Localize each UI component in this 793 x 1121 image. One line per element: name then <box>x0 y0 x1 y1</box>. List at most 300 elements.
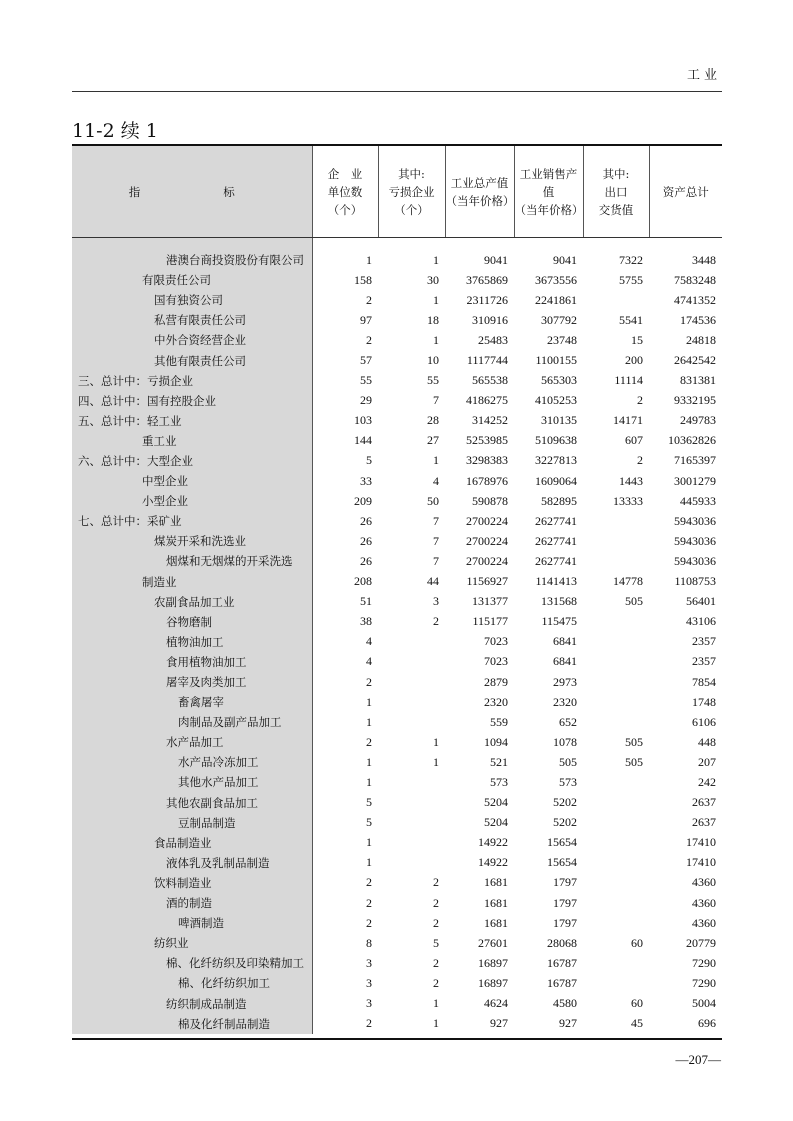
cell-sales-output: 6841 <box>553 634 577 649</box>
header-line: 交货值 <box>598 202 634 217</box>
cell-gross-output: 4624 <box>484 996 508 1011</box>
cell-total-assets: 3448 <box>692 252 716 267</box>
table-row <box>72 592 722 612</box>
cell-sales-output: 1141413 <box>535 574 577 589</box>
cell-loss-enterprises: 55 <box>427 373 439 388</box>
cell-sales-output: 2627741 <box>535 553 577 568</box>
row-indicator: 私营有限责任公司 <box>72 310 312 330</box>
table-body <box>72 238 722 1034</box>
cell-export-value: 60 <box>631 996 643 1011</box>
cell-total-assets: 4360 <box>692 915 716 930</box>
table-row <box>72 772 722 792</box>
row-indicator: 烟煤和无烟煤的开采洗选 <box>72 551 312 571</box>
row-indicator: 三、总计中：亏损企业 <box>72 371 312 391</box>
cell-loss-enterprises: 28 <box>427 413 439 428</box>
cell-total-assets: 5943036 <box>674 513 716 528</box>
header-rule <box>72 91 722 92</box>
cell-enterprise-count: 2 <box>366 875 372 890</box>
row-indicator: 食品制造业 <box>72 833 312 853</box>
cell-loss-enterprises: 27 <box>427 433 439 448</box>
table-row <box>72 652 722 672</box>
cell-total-assets: 7583248 <box>674 272 716 287</box>
cell-enterprise-count: 1 <box>366 714 372 729</box>
table-row <box>72 853 722 873</box>
table-row <box>72 511 722 531</box>
table-row <box>72 330 722 350</box>
cell-gross-output: 27601 <box>478 935 508 950</box>
cell-total-assets: 2637 <box>692 795 716 810</box>
cell-sales-output: 5109638 <box>535 433 577 448</box>
table-row <box>72 752 722 772</box>
cell-loss-enterprises: 1 <box>433 996 439 1011</box>
cell-enterprise-count: 1 <box>366 694 372 709</box>
cell-total-assets: 17410 <box>686 855 716 870</box>
cell-gross-output: 2311726 <box>466 292 508 307</box>
cell-sales-output: 1797 <box>553 895 577 910</box>
cell-total-assets: 7165397 <box>674 453 716 468</box>
cell-gross-output: 2700224 <box>466 533 508 548</box>
cell-total-assets: 4741352 <box>674 292 716 307</box>
cell-export-value: 13333 <box>613 493 643 508</box>
cell-enterprise-count: 29 <box>360 393 372 408</box>
cell-export-value <box>583 893 649 913</box>
cell-sales-output: 15654 <box>547 855 577 870</box>
row-indicator: 五、总计中：轻工业 <box>72 411 312 431</box>
cell-export-value <box>583 692 649 712</box>
cell-total-assets: 5943036 <box>674 533 716 548</box>
table-row <box>72 632 722 652</box>
cell-sales-output: 131568 <box>541 594 577 609</box>
cell-gross-output: 573 <box>490 774 508 789</box>
cell-total-assets: 1748 <box>692 694 716 709</box>
cell-export-value: 2 <box>637 393 643 408</box>
cell-enterprise-count: 55 <box>360 373 372 388</box>
row-indicator: 液体乳及乳制品制造 <box>72 853 312 873</box>
cell-export-value <box>583 813 649 833</box>
cell-gross-output: 2700224 <box>466 513 508 528</box>
table-row <box>72 672 722 692</box>
cell-export-value <box>583 551 649 571</box>
cell-gross-output: 5204 <box>484 795 508 810</box>
cell-loss-enterprises: 1 <box>433 1016 439 1031</box>
table-row <box>72 270 722 290</box>
cell-export-value <box>583 793 649 813</box>
table-title: 11-2 续 1 <box>72 120 158 142</box>
cell-export-value <box>583 953 649 973</box>
table-row <box>72 612 722 632</box>
cell-gross-output: 9041 <box>484 252 508 267</box>
cell-sales-output: 582895 <box>541 493 577 508</box>
row-indicator: 畜禽屠宰 <box>72 692 312 712</box>
row-indicator: 肉制品及副产品加工 <box>72 712 312 732</box>
cell-sales-output: 5202 <box>553 795 577 810</box>
cell-total-assets: 4360 <box>692 875 716 890</box>
header-line: （当年价格） <box>514 202 584 217</box>
cell-sales-output: 310135 <box>541 413 577 428</box>
table-row <box>72 1014 722 1034</box>
row-indicator: 植物油加工 <box>72 632 312 652</box>
cell-gross-output: 1117744 <box>466 353 508 368</box>
cell-gross-output: 2879 <box>484 674 508 689</box>
table-row <box>72 290 722 310</box>
row-indicator: 水产品冷冻加工 <box>72 752 312 772</box>
row-indicator: 小型企业 <box>72 491 312 511</box>
cell-loss-enterprises <box>378 833 445 853</box>
cell-gross-output: 314252 <box>472 413 508 428</box>
cell-enterprise-count: 57 <box>360 353 372 368</box>
cell-sales-output: 3673556 <box>535 272 577 287</box>
cell-export-value: 1443 <box>619 473 643 488</box>
cell-sales-output: 16787 <box>547 955 577 970</box>
cell-sales-output: 9041 <box>553 252 577 267</box>
table-header-row <box>72 146 722 238</box>
cell-export-value <box>583 712 649 732</box>
cell-gross-output: 590878 <box>472 493 508 508</box>
cell-sales-output: 2320 <box>553 694 577 709</box>
table-row <box>72 411 722 431</box>
row-indicator: 酒的制造 <box>72 893 312 913</box>
header-line: 单位数 <box>327 184 363 199</box>
table-row <box>72 933 722 953</box>
cell-enterprise-count: 4 <box>366 654 372 669</box>
cell-gross-output: 2700224 <box>466 553 508 568</box>
table-row <box>72 451 722 471</box>
table-row <box>72 712 722 732</box>
cell-total-assets: 5004 <box>692 996 716 1011</box>
cell-loss-enterprises: 7 <box>433 513 439 528</box>
cell-loss-enterprises: 2 <box>433 975 439 990</box>
cell-export-value: 14171 <box>613 413 643 428</box>
row-indicator: 中外合资经营企业 <box>72 330 312 350</box>
row-indicator: 水产品加工 <box>72 732 312 752</box>
cell-export-value <box>583 672 649 692</box>
cell-enterprise-count: 2 <box>366 734 372 749</box>
col-header-sales-output <box>514 146 583 238</box>
cell-total-assets: 7290 <box>692 955 716 970</box>
cell-export-value <box>583 612 649 632</box>
cell-total-assets: 3001279 <box>674 473 716 488</box>
cell-sales-output: 1100155 <box>535 353 577 368</box>
cell-enterprise-count: 144 <box>354 433 372 448</box>
cell-sales-output: 2241861 <box>535 292 577 307</box>
cell-gross-output: 7023 <box>484 634 508 649</box>
cell-gross-output: 927 <box>490 1016 508 1031</box>
row-indicator: 谷物磨制 <box>72 612 312 632</box>
cell-gross-output: 5204 <box>484 815 508 830</box>
cell-total-assets: 207 <box>698 754 716 769</box>
row-indicator: 啤酒制造 <box>72 913 312 933</box>
cell-sales-output: 1609064 <box>535 473 577 488</box>
table-row <box>72 793 722 813</box>
cell-total-assets: 2357 <box>692 654 716 669</box>
cell-export-value: 11114 <box>614 373 643 388</box>
cell-export-value: 5755 <box>619 272 643 287</box>
cell-loss-enterprises: 2 <box>433 915 439 930</box>
cell-loss-enterprises: 1 <box>433 754 439 769</box>
cell-total-assets: 831381 <box>680 373 716 388</box>
cell-sales-output: 4580 <box>553 996 577 1011</box>
cell-enterprise-count: 5 <box>366 453 372 468</box>
cell-total-assets: 2637 <box>692 815 716 830</box>
cell-enterprise-count: 2 <box>366 674 372 689</box>
header-line: （个） <box>394 202 429 217</box>
cell-loss-enterprises: 1 <box>433 332 439 347</box>
cell-sales-output: 16787 <box>547 975 577 990</box>
cell-total-assets: 17410 <box>686 835 716 850</box>
section-category: 工业 <box>686 68 721 83</box>
cell-loss-enterprises: 2 <box>433 955 439 970</box>
header-line: 其中: <box>602 166 630 181</box>
cell-sales-output: 1078 <box>553 734 577 749</box>
cell-gross-output: 310916 <box>472 312 508 327</box>
cell-total-assets: 242 <box>698 774 716 789</box>
table-row <box>72 531 722 551</box>
cell-enterprise-count: 2 <box>366 292 372 307</box>
cell-gross-output: 3298383 <box>466 453 508 468</box>
cell-enterprise-count: 1 <box>366 774 372 789</box>
cell-export-value: 2 <box>637 453 643 468</box>
cell-loss-enterprises: 50 <box>427 493 439 508</box>
header-line: 资产总计 <box>662 184 709 199</box>
row-indicator: 其他水产品加工 <box>72 772 312 792</box>
cell-loss-enterprises: 1 <box>433 453 439 468</box>
row-indicator: 有限责任公司 <box>72 270 312 290</box>
cell-loss-enterprises: 1 <box>433 252 439 267</box>
cell-gross-output: 7023 <box>484 654 508 669</box>
cell-total-assets: 249783 <box>680 413 716 428</box>
cell-enterprise-count: 3 <box>366 955 372 970</box>
cell-export-value <box>583 873 649 893</box>
cell-enterprise-count: 1 <box>366 754 372 769</box>
cell-loss-enterprises <box>378 632 445 652</box>
col-header-total-assets <box>649 146 722 238</box>
cell-sales-output: 565303 <box>541 373 577 388</box>
cell-total-assets: 174536 <box>680 312 716 327</box>
cell-enterprise-count: 1 <box>366 252 372 267</box>
cell-export-value <box>583 531 649 551</box>
cell-gross-output: 16897 <box>478 975 508 990</box>
cell-gross-output: 1094 <box>484 734 508 749</box>
cell-gross-output: 5253985 <box>466 433 508 448</box>
row-indicator: 农副食品加工业 <box>72 592 312 612</box>
cell-enterprise-count: 158 <box>354 272 372 287</box>
header-line: （当年价格） <box>445 193 515 208</box>
cell-enterprise-count: 3 <box>366 996 372 1011</box>
cell-sales-output: 2627741 <box>535 533 577 548</box>
cell-loss-enterprises <box>378 672 445 692</box>
cell-enterprise-count: 5 <box>366 795 372 810</box>
cell-sales-output: 652 <box>559 714 577 729</box>
col-header-export-value <box>583 146 649 238</box>
cell-total-assets: 56401 <box>686 594 716 609</box>
cell-export-value: 505 <box>625 734 643 749</box>
cell-total-assets: 43106 <box>686 614 716 629</box>
cell-sales-output: 115475 <box>541 614 577 629</box>
cell-sales-output: 15654 <box>547 835 577 850</box>
row-indicator: 港澳台商投资股份有限公司 <box>72 250 312 270</box>
cell-enterprise-count: 1 <box>366 855 372 870</box>
cell-export-value <box>583 772 649 792</box>
col-header-loss-enterprises <box>378 146 445 238</box>
cell-sales-output: 6841 <box>553 654 577 669</box>
cell-sales-output: 505 <box>559 754 577 769</box>
cell-total-assets: 24818 <box>686 332 716 347</box>
table-row <box>72 551 722 571</box>
cell-export-value <box>583 511 649 531</box>
cell-enterprise-count: 26 <box>360 553 372 568</box>
cell-gross-output: 4186275 <box>466 393 508 408</box>
cell-enterprise-count: 3 <box>366 975 372 990</box>
cell-sales-output: 28068 <box>547 935 577 950</box>
header-line: 企 业 <box>327 166 363 181</box>
cell-sales-output: 1797 <box>553 915 577 930</box>
cell-export-value: 505 <box>625 594 643 609</box>
table-row <box>72 873 722 893</box>
table-row <box>72 310 722 330</box>
table-row <box>72 692 722 712</box>
data-table <box>72 146 722 1034</box>
cell-enterprise-count: 2 <box>366 895 372 910</box>
table-bottom-rule <box>72 1038 722 1040</box>
row-indicator: 其他有限责任公司 <box>72 350 312 370</box>
cell-total-assets: 6106 <box>692 714 716 729</box>
cell-gross-output: 559 <box>490 714 508 729</box>
cell-total-assets: 20779 <box>686 935 716 950</box>
row-indicator: 屠宰及肉类加工 <box>72 672 312 692</box>
header-line: 亏损企业 <box>388 184 435 199</box>
header-line: （个） <box>327 202 363 217</box>
table-row <box>72 813 722 833</box>
table-row <box>72 732 722 752</box>
cell-enterprise-count: 2 <box>366 332 372 347</box>
cell-total-assets: 696 <box>698 1016 716 1031</box>
table-row <box>72 250 722 270</box>
cell-total-assets: 4360 <box>692 895 716 910</box>
cell-loss-enterprises: 7 <box>433 533 439 548</box>
cell-enterprise-count: 8 <box>366 935 372 950</box>
cell-gross-output: 565538 <box>472 373 508 388</box>
cell-loss-enterprises <box>378 793 445 813</box>
cell-loss-enterprises: 1 <box>433 734 439 749</box>
cell-sales-output: 3227813 <box>535 453 577 468</box>
cell-loss-enterprises <box>378 853 445 873</box>
cell-total-assets: 448 <box>698 734 716 749</box>
cell-gross-output: 115177 <box>472 614 508 629</box>
table-row <box>72 431 722 451</box>
cell-sales-output: 573 <box>559 774 577 789</box>
cell-enterprise-count: 103 <box>354 413 372 428</box>
row-indicator: 国有独资公司 <box>72 290 312 310</box>
table-row <box>72 491 722 511</box>
cell-loss-enterprises <box>378 813 445 833</box>
cell-loss-enterprises: 7 <box>433 393 439 408</box>
table-row <box>72 953 722 973</box>
cell-total-assets: 9332195 <box>674 393 716 408</box>
row-indicator: 纺织制成品制造 <box>72 993 312 1013</box>
cell-loss-enterprises <box>378 652 445 672</box>
row-indicator: 棉、化纤纺织及印染精加工 <box>72 953 312 973</box>
col-header-enterprise-count <box>312 146 378 238</box>
row-indicator: 饮料制造业 <box>72 873 312 893</box>
cell-gross-output: 3765869 <box>466 272 508 287</box>
cell-enterprise-count: 26 <box>360 513 372 528</box>
table-row <box>72 833 722 853</box>
cell-enterprise-count: 38 <box>360 614 372 629</box>
cell-export-value <box>583 913 649 933</box>
table-row <box>72 350 722 370</box>
cell-export-value: 7322 <box>619 252 643 267</box>
table-row <box>72 973 722 993</box>
header-line: 其中: <box>398 166 425 181</box>
cell-total-assets: 5943036 <box>674 553 716 568</box>
table-row <box>72 913 722 933</box>
cell-total-assets: 7290 <box>692 975 716 990</box>
cell-gross-output: 131377 <box>472 594 508 609</box>
cell-loss-enterprises: 3 <box>433 594 439 609</box>
cell-gross-output: 1681 <box>484 875 508 890</box>
cell-enterprise-count: 2 <box>366 1016 372 1031</box>
cell-sales-output: 23748 <box>547 332 577 347</box>
cell-export-value: 200 <box>625 353 643 368</box>
table-row <box>72 471 722 491</box>
cell-loss-enterprises <box>378 692 445 712</box>
cell-export-value: 14778 <box>613 574 643 589</box>
cell-sales-output: 1797 <box>553 875 577 890</box>
cell-gross-output: 1678976 <box>466 473 508 488</box>
cell-total-assets: 2357 <box>692 634 716 649</box>
cell-total-assets: 7854 <box>692 674 716 689</box>
row-indicator: 制造业 <box>72 572 312 592</box>
cell-enterprise-count: 51 <box>360 594 372 609</box>
col-header-gross-output <box>445 146 514 238</box>
table-row <box>72 893 722 913</box>
row-indicator: 棉、化纤纺织加工 <box>72 973 312 993</box>
table-row <box>72 391 722 411</box>
table-row <box>72 993 722 1013</box>
cell-loss-enterprises: 2 <box>433 614 439 629</box>
cell-export-value: 5541 <box>619 312 643 327</box>
cell-export-value: 15 <box>631 332 643 347</box>
cell-gross-output: 1681 <box>484 915 508 930</box>
row-indicator: 煤炭开采和洗选业 <box>72 531 312 551</box>
cell-enterprise-count: 2 <box>366 915 372 930</box>
cell-loss-enterprises: 7 <box>433 553 439 568</box>
row-indicator: 纺织业 <box>72 933 312 953</box>
cell-enterprise-count: 26 <box>360 533 372 548</box>
cell-export-value <box>583 652 649 672</box>
page-number: —207— <box>675 1052 721 1067</box>
cell-enterprise-count: 1 <box>366 835 372 850</box>
cell-total-assets: 1108753 <box>674 574 716 589</box>
cell-gross-output: 14922 <box>478 835 508 850</box>
cell-loss-enterprises: 4 <box>433 473 439 488</box>
cell-enterprise-count: 4 <box>366 634 372 649</box>
cell-loss-enterprises: 44 <box>427 574 439 589</box>
cell-export-value <box>583 853 649 873</box>
cell-loss-enterprises <box>378 712 445 732</box>
cell-export-value <box>583 632 649 652</box>
cell-sales-output: 307792 <box>541 312 577 327</box>
cell-gross-output: 14922 <box>478 855 508 870</box>
row-indicator: 六、总计中：大型企业 <box>72 451 312 471</box>
cell-loss-enterprises: 5 <box>433 935 439 950</box>
cell-export-value: 45 <box>631 1016 643 1031</box>
cell-loss-enterprises: 1 <box>433 292 439 307</box>
cell-export-value <box>583 290 649 310</box>
cell-total-assets: 445933 <box>680 493 716 508</box>
cell-sales-output: 5202 <box>553 815 577 830</box>
cell-gross-output: 2320 <box>484 694 508 709</box>
